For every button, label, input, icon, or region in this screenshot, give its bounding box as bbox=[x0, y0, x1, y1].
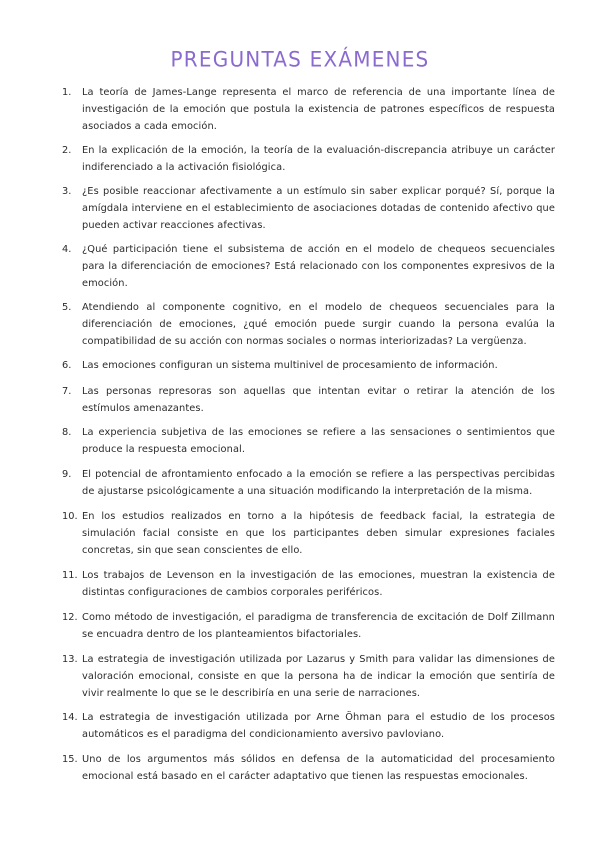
item-text: La estrategia de investigación utilizada por Arne Öhman para el estudio de los procesos automáticos es el paradigma del condicionamiento aversivo pavloviano. bbox=[82, 712, 555, 740]
item-text: Las emociones configuran un sistema multinivel de procesamiento de información. bbox=[82, 360, 498, 371]
item-number: 7. bbox=[62, 386, 72, 397]
item-text: La experiencia subjetiva de las emociones se refiere a las sensaciones o sentimientos que produce la respuesta emocional. bbox=[82, 427, 555, 455]
item-number: 10. bbox=[62, 511, 78, 522]
item-number: 12. bbox=[62, 612, 78, 623]
item-text: La estrategia de investigación utilizada por Lazarus y Smith para validar las dimensiones de valoración emocional, consiste en que la persona ha de indicar la emoción que sentiría de vivir realmente lo que se le describiría en una serie de narraciones. bbox=[82, 654, 555, 699]
item-text: ¿Es posible reaccionar afectivamente a un estímulo sin saber explicar porqué? Sí, porque la amígdala interviene en el establecimiento de asociaciones dotadas de contenido afectivo que pueden activar reacciones afectivas. bbox=[82, 186, 555, 231]
item-text: En la explicación de la emoción, la teoría de la evaluación-discrepancia atribuye un carácter indiferenciado a la activación fisiológica. bbox=[82, 145, 555, 173]
item-number: 6. bbox=[62, 360, 72, 371]
item-text: Uno de los argumentos más sólidos en defensa de la automaticidad del procesamiento emocional está basado en el carácter adaptativo que tienen las respuestas emocionales. bbox=[82, 754, 555, 782]
item-number: 14. bbox=[62, 712, 78, 723]
item-text: Como método de investigación, el paradigma de transferencia de excitación de Dolf Zillmann se encuadra dentro de los planteamientos bifactoriales. bbox=[82, 612, 555, 640]
item-number: 2. bbox=[62, 145, 72, 156]
item-text: En los estudios realizados en torno a la hipótesis de feedback facial, la estrategia de simulación facial consiste en que los participantes deben simular expresiones faciales concretas, sin que sean conscientes de ello. bbox=[82, 511, 555, 556]
item-text: La teoría de James-Lange representa el marco de referencia de una importante línea de investigación de la emoción que postula la existencia de patrones específicos de respuesta asociados a cada emoción. bbox=[82, 87, 555, 132]
item-number: 13. bbox=[62, 654, 78, 665]
item-number: 3. bbox=[62, 186, 72, 197]
item-text: Las personas represoras son aquellas que intentan evitar o retirar la atención de los estímulos amenazantes. bbox=[82, 386, 555, 414]
item-number: 9. bbox=[62, 469, 72, 480]
page-title: PREGUNTAS EXÁMENES bbox=[170, 46, 430, 72]
item-number: 5. bbox=[62, 302, 72, 313]
item-text: Atendiendo al componente cognitivo, en el modelo de chequeos secuenciales para la diferenciación de emociones, ¿qué emoción puede surgir cuando la persona evalúa la compatibilidad de su acción con normas sociales o normas interiorizadas? La vergüenza. bbox=[82, 302, 555, 347]
item-number: 1. bbox=[62, 87, 72, 98]
item-text: ¿Qué participación tiene el subsistema de acción en el modelo de chequeos secuenciales para la diferenciación de emociones? Está relacionado con los componentes expresivos de la emoción. bbox=[82, 244, 555, 289]
item-number: 15. bbox=[62, 754, 78, 765]
item-number: 4. bbox=[62, 244, 72, 255]
item-text: Los trabajos de Levenson en la investigación de las emociones, muestran la existencia de distintas configuraciones de cambios corporales periféricos. bbox=[82, 570, 555, 598]
item-number: 11. bbox=[62, 570, 78, 581]
item-number: 8. bbox=[62, 427, 72, 438]
item-text: El potencial de afrontamiento enfocado a la emoción se refiere a las perspectivas percibidas de ajustarse psicológicamente a una situación modificando la interpretación de la misma. bbox=[82, 469, 555, 497]
